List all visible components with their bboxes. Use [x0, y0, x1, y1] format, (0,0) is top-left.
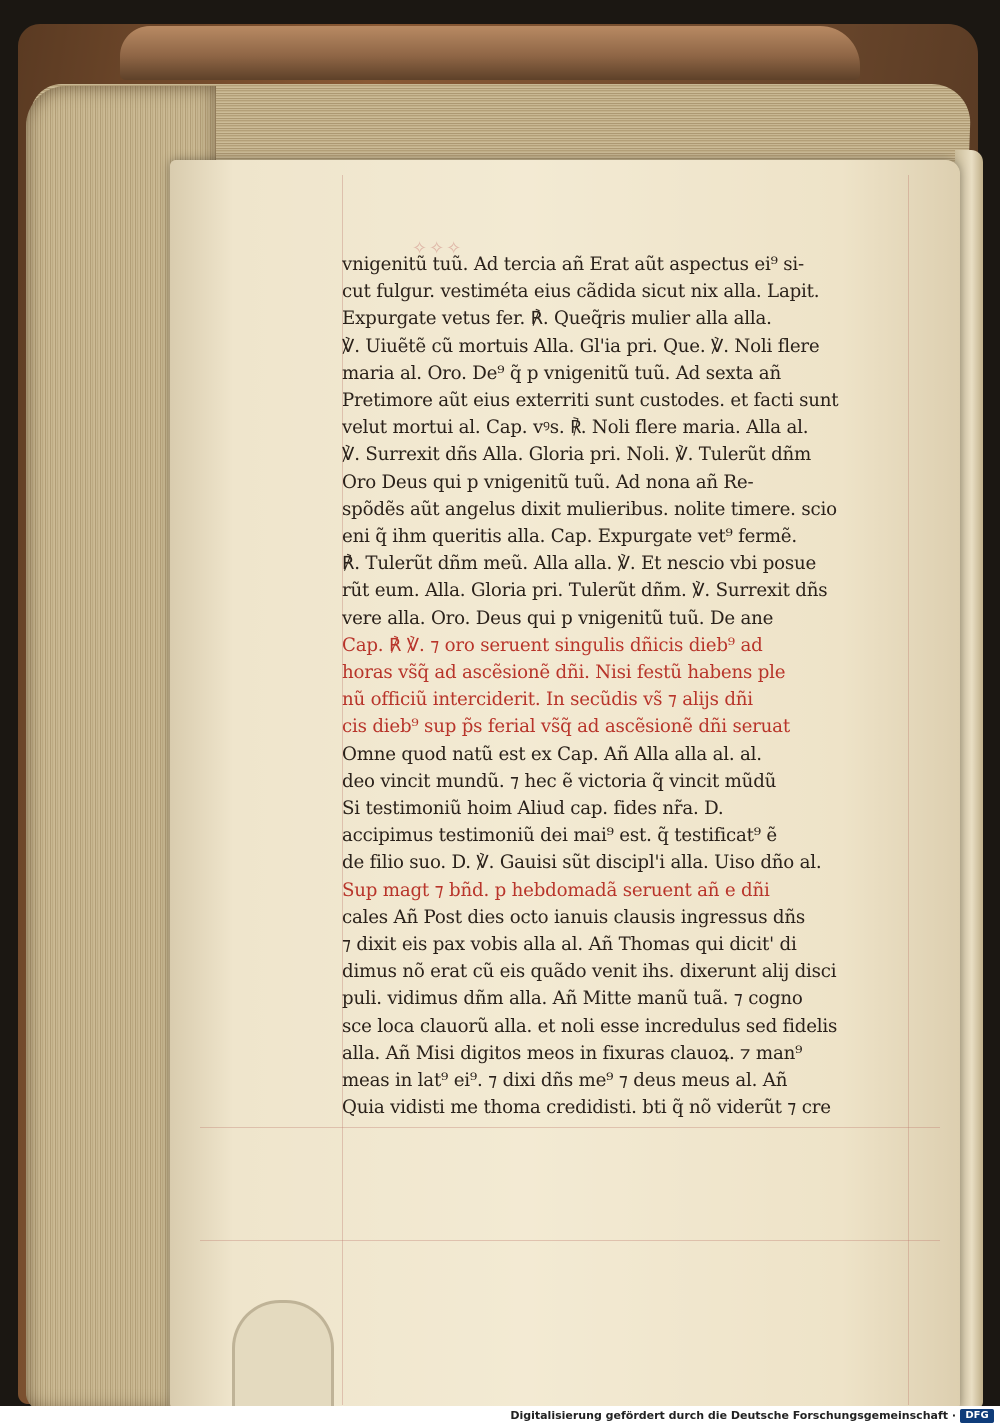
text-line: deo vincit mundũ. ⁊ hec ẽ victoria q̃ vincit mũdũ	[342, 770, 777, 792]
text-line: rũt eum. Alla. Gloria pri. Tulerũt dñm. ℣. Surrexit dñs	[342, 580, 828, 602]
ruling-line	[200, 1240, 940, 1241]
text-line: Sup magt ⁊ bñd. p hebdomadã seruent añ e dñi	[342, 879, 770, 901]
text-line: vere alla. Oro. Deus qui p vnigenitũ tuũ. De ane	[342, 607, 774, 629]
footer-bar	[0, 1406, 1000, 1427]
text-line: Omne quod natũ est ex Cap. Añ Alla alla al. al.	[342, 743, 762, 765]
text-line: ℟. Tulerũt dñm meũ. Alla alla. ℣. Et nescio vbi posue	[342, 553, 817, 575]
book-spine-top	[120, 26, 860, 80]
thumb-index-notch	[232, 1300, 334, 1423]
text-line: cis dieb⁹ sup p̃s ferial vs̃q̃ ad ascẽsionẽ dñi seruat	[342, 716, 790, 738]
text-line: meas in lat⁹ ei⁹. ⁊ dixi dñs me⁹ ⁊ deus meus al. Añ	[342, 1070, 788, 1091]
text-block	[342, 250, 910, 1140]
text-line: alla. Añ Misi digitos meos in fixuras clauoꝝ. ⁊ man⁹	[342, 1042, 803, 1064]
text-line: Quia vidisti me thoma credidisti. bti q̃ nõ viderũt ⁊ cre	[342, 1097, 831, 1119]
text-line: Cap. ℟ ℣. ⁊ oro seruent singulis dñicis dieb⁹ ad	[342, 634, 763, 656]
text-line: ℣. Uiuẽtẽ cũ mortuis Alla. Gl'ia pri. Que. ℣. Noli flere	[342, 335, 820, 357]
text-line: Si testimoniũ hoim Aliud cap. fides nr̃a. D.	[342, 798, 724, 819]
text-line: de filio suo. D. ℣. Gauisi sũt discipl'i alla. Uiso dño al.	[342, 852, 822, 874]
text-line: horas vs̃q̃ ad ascẽsionẽ dñi. Nisi festũ habens ple	[342, 662, 786, 683]
text-line: spõdẽs aũt angelus dixit mulieribus. nolite timere. scio	[342, 498, 837, 520]
text-line: nũ officiũ interciderit. In secũdis vs̃ ⁊ alijs dñi	[342, 689, 753, 711]
text-line: maria al. Oro. De⁹ q̃ p vnigenitũ tuũ. Ad sexta añ	[342, 362, 781, 384]
dfg-logo: DFG	[960, 1409, 994, 1423]
text-line: Pretimore aũt eius exterriti sunt custodes. et facti sunt	[342, 390, 839, 411]
text-line: sce loca clauorũ alla. et noli esse incredulus sed fidelis	[342, 1015, 838, 1037]
text-line: velut mortui al. Cap. vꝰs. ℟. Noli flere maria. Alla al.	[342, 417, 809, 439]
text-line: Expurgate vetus fer. ℟. Queq̃ris mulier alla alla.	[342, 308, 772, 330]
text-line: dimus nõ erat cũ eis quãdo venit ihs. dixerunt alij disci	[342, 961, 837, 983]
text-line: Oro Deus qui p vnigenitũ tuũ. Ad nona añ Re-	[342, 471, 754, 493]
text-line: ⁊ dixit eis pax vobis alla al. Añ Thomas qui dicit' di	[342, 934, 797, 955]
text-line: cales Añ Post dies octo ianuis clausis ingressus dñs	[342, 906, 805, 928]
funding-credit: Digitalisierung gefördert durch die Deutsche Forschungsgemeinschaft ·	[510, 1409, 956, 1422]
text-line: puli. vidimus dñm alla. Añ Mitte manũ tuã. ⁊ cogno	[342, 988, 803, 1010]
text-line: eni q̃ ihm queritis alla. Cap. Expurgate vet⁹ fermẽ.	[342, 526, 797, 547]
text-line: ℣. Surrexit dñs Alla. Gloria pri. Noli. ℣. Tulerũt dñm	[342, 444, 812, 466]
faint-stamp-mark: ✧✧✧	[412, 238, 464, 259]
text-line: vnigenitũ tuũ. Ad tercia añ Erat aũt aspectus ei⁹ si-	[342, 254, 804, 275]
text-line: accipimus testimoniũ dei mai⁹ est. q̃ testificat⁹ ẽ	[342, 825, 777, 847]
text-line: cut fulgur. vestiméta eius cãdida sicut nix alla. Lapit.	[342, 281, 820, 303]
